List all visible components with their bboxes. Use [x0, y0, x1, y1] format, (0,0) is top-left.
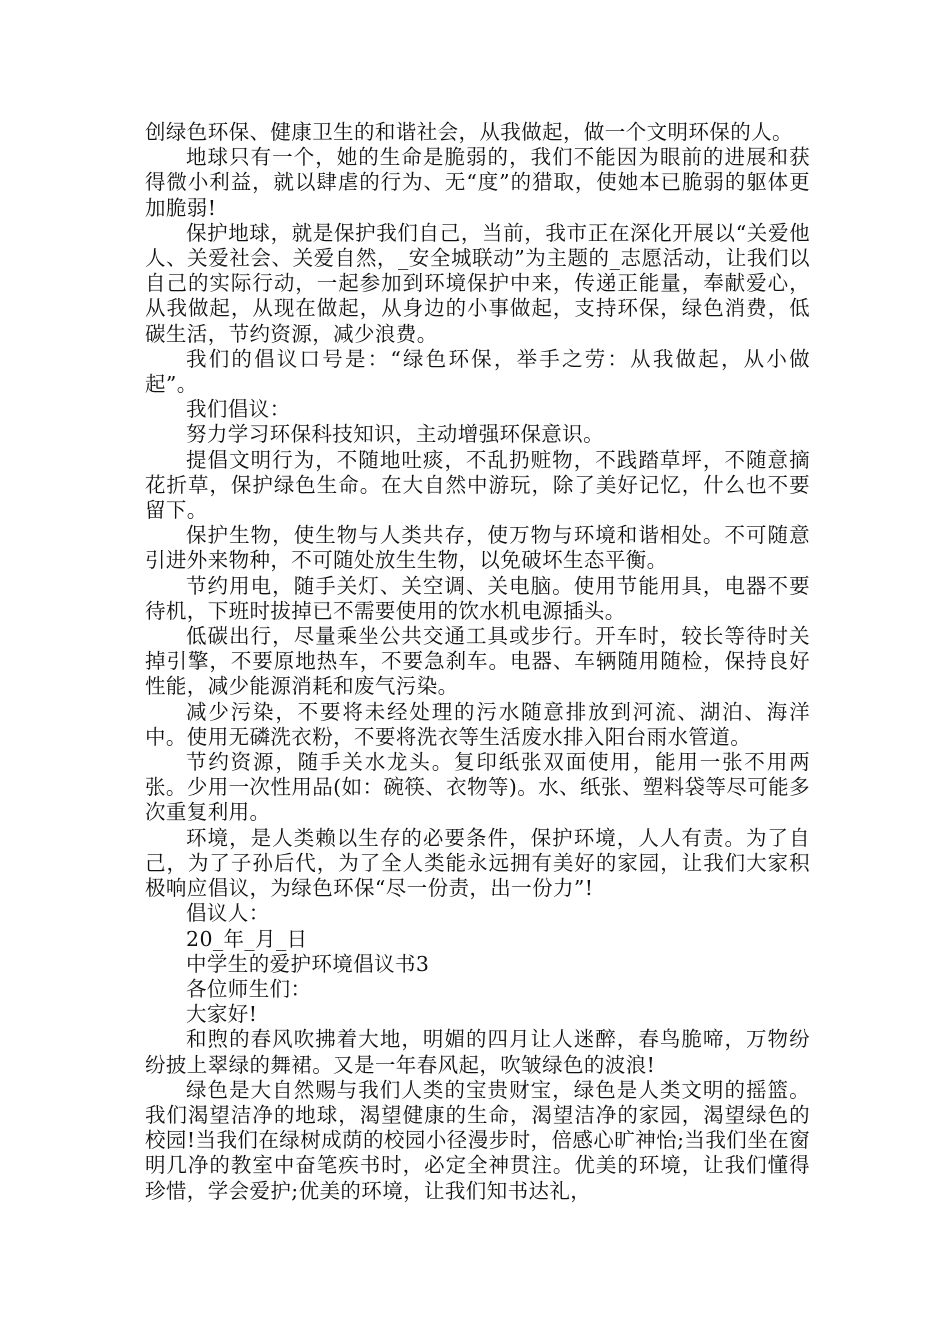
date-line: 20_年_月_日	[186, 926, 308, 951]
paragraph: 减少污染，不要将未经处理的污水随意排放到河流、湖泊、海洋中。使用无磷洗衣粉，不要将洗衣等生活废水排入阳台雨水管道。	[145, 699, 810, 749]
paragraph: 绿色是大自然赐与我们人类的宝贵财宝，绿色是人类文明的摇篮。我们渴望洁净的地球，渴望健康的生命，渴望洁净的家园，渴望绿色的校园!当我们在绿树成荫的校园小径漫步时，倍感心旷神怡;当我们坐在窗明几净的教室中奋笔疾书时，必定全神贯注。优美的环境，让我们懂得珍惜，学会爱护;优美的环境，让我们知书达礼，	[145, 1077, 810, 1203]
paragraph: 创绿色环保、健康卫生的和谐社会，从我做起，做一个文明环保的人。	[145, 120, 793, 144]
paragraph: 地球只有一个，她的生命是脆弱的，我们不能因为眼前的进展和获得微小利益，就以肆虐的行为、无“度”的猎取，使她本已脆弱的躯体更加脆弱!	[145, 145, 810, 220]
salutation: 各位师生们：	[186, 976, 312, 1001]
paragraph: 保护地球，就是保护我们自己，当前，我市正在深化开展以“关爱他人、关爱社会、关爱自然，_安全城联动”为主题的_志愿活动，让我们以自己的实际行动，一起参加到环境保护中来，传递正能量，奉献爱心，从我做起，从现在做起，从身边的小事做起，支持环保，绿色消费，低碳生活，节约资源，减少浪费。	[145, 220, 810, 346]
paragraph: 保护生物，使生物与人类共存，使万物与环境和谐相处。不可随意引进外来物种，不可随处放生生物，以免破坏生态平衡。	[145, 523, 810, 573]
signature-label: 倡议人：	[186, 901, 270, 926]
paragraph: 我们的倡议口号是：“绿色环保，举手之劳：从我做起，从小做起”。	[145, 346, 810, 397]
paragraph: 节约用电，随手关灯、关空调、关电脑。使用节能用具，电器不要待机，下班时拔掉已不需要使用的饮水机电源插头。	[145, 573, 810, 623]
paragraph: 节约资源，随手关水龙头。复印纸张双面使用，能用一张不用两张。少用一次性用品(如：碗筷、衣物等)。水、纸张、塑料袋等尽可能多次重复利用。	[145, 750, 810, 825]
section-heading: 中学生的爱护环境倡议书3	[186, 951, 430, 976]
paragraph: 努力学习环保科技知识，主动增强环保意识。	[186, 422, 604, 447]
document-body	[145, 120, 810, 1204]
greeting: 大家好!	[186, 1002, 258, 1027]
paragraph: 低碳出行，尽量乘坐公共交通工具或步行。开车时，较长等待时关掉引擎，不要原地热车，不要急刹车。电器、车辆随用随检，保持良好性能，减少能源消耗和废气污染。	[145, 624, 810, 699]
paragraph: 和煦的春风吹拂着大地，明媚的四月让人迷醉，春鸟脆啼，万物纷纷披上翠绿的舞裙。又是一年春风起，吹皱绿色的波浪!	[145, 1027, 810, 1077]
paragraph: 我们倡议：	[186, 397, 291, 422]
paragraph: 环境，是人类赖以生存的必要条件，保护环境，人人有责。为了自己，为了子孙后代，为了全人类能永远拥有美好的家园，让我们大家积极响应倡议，为绿色环保“尽一份责，出一份力”!	[145, 825, 810, 901]
paragraph: 提倡文明行为，不随地吐痰，不乱扔赃物，不践踏草坪，不随意摘花折草，保护绿色生命。在大自然中游玩，除了美好记忆，什么也不要留下。	[145, 447, 810, 523]
